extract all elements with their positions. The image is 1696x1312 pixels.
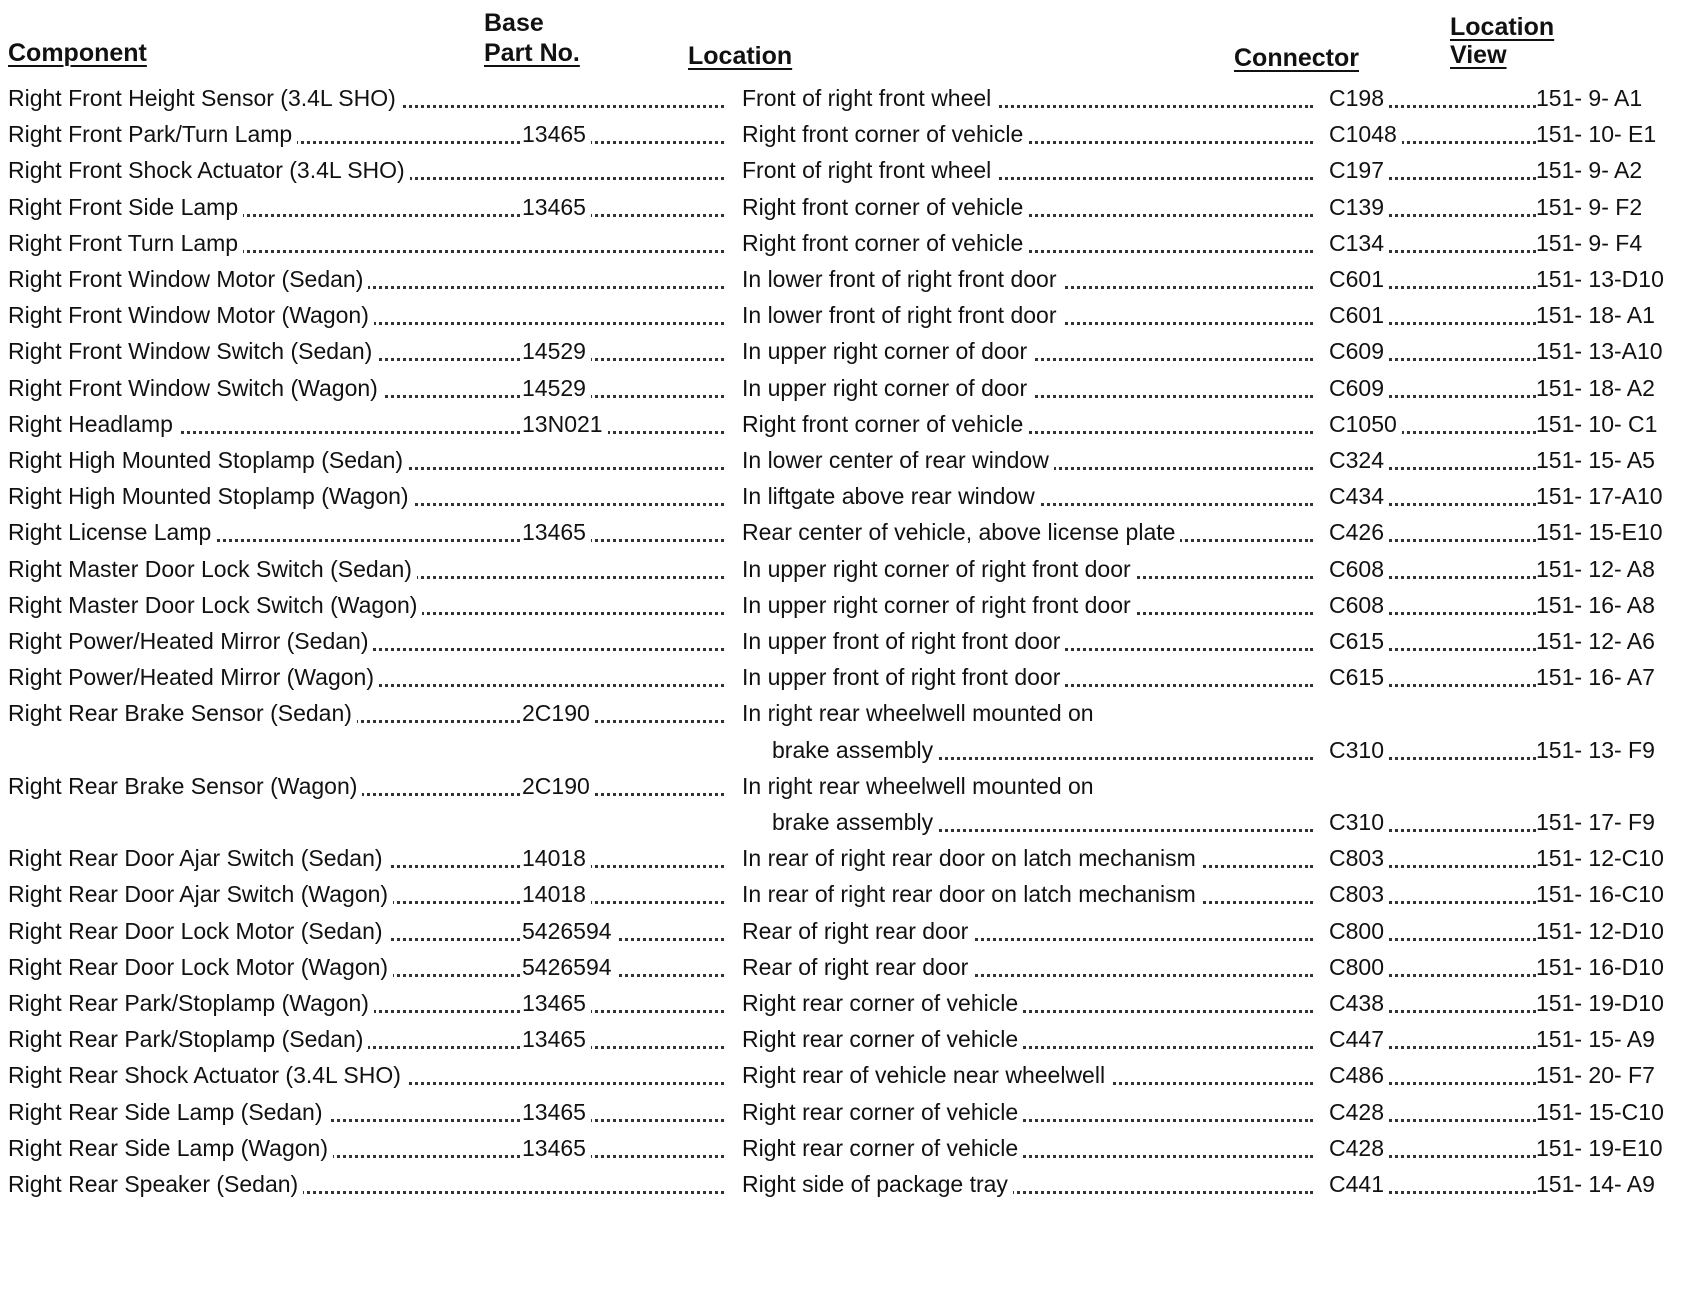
table-row — [0, 949, 1696, 985]
table-row — [0, 189, 1696, 225]
location-view: 151- 18- A1 — [1536, 297, 1686, 333]
location: Right rear of vehicle near wheelwell — [742, 1057, 1319, 1093]
location-view: 151- 12-D10 — [1536, 913, 1686, 949]
location-view: 151- 13-A10 — [1536, 333, 1686, 369]
table-row — [0, 514, 1696, 550]
location: Right rear corner of vehicle — [742, 1021, 1319, 1057]
component-name: Right Rear Park/Stoplamp (Sedan) — [8, 1021, 730, 1057]
table-row — [0, 370, 1696, 406]
location-view: 151- 15- A5 — [1536, 442, 1686, 478]
location: In upper right corner of right front door — [742, 587, 1319, 623]
location: Front of right front wheel — [742, 80, 1319, 116]
connector: C197 — [1329, 152, 1542, 188]
table-row — [0, 913, 1696, 949]
location: Right front corner of vehicle — [742, 189, 1319, 225]
location-view: 151- 9- A2 — [1536, 152, 1686, 188]
part-number: 14018 — [522, 876, 730, 912]
table-row — [0, 152, 1696, 188]
location-view: 151- 13-D10 — [1536, 261, 1686, 297]
part-number: 5426594 — [522, 913, 730, 949]
table-row-continuation — [0, 804, 1696, 840]
connector: C609 — [1329, 370, 1542, 406]
header-location-view-2: View — [1450, 41, 1507, 69]
table-row — [0, 442, 1696, 478]
component-name: Right High Mounted Stoplamp (Sedan) — [8, 442, 730, 478]
component-name: Right Front Turn Lamp — [8, 225, 730, 261]
table-row-continuation — [0, 732, 1696, 768]
connector: C426 — [1329, 514, 1542, 550]
part-number: 13465 — [522, 985, 730, 1021]
location: Right front corner of vehicle — [742, 406, 1319, 442]
connector: C324 — [1329, 442, 1542, 478]
location: Front of right front wheel — [742, 152, 1319, 188]
table-row — [0, 1021, 1696, 1057]
table-row — [0, 225, 1696, 261]
component-name: Right Rear Door Lock Motor (Wagon) — [8, 949, 730, 985]
location: In upper right corner of door — [742, 333, 1319, 369]
component-name: Right Rear Park/Stoplamp (Wagon) — [8, 985, 730, 1021]
table-row — [0, 623, 1696, 659]
part-number: 13465 — [522, 1094, 730, 1130]
location: Right rear corner of vehicle — [742, 1094, 1319, 1130]
location-view: 151- 14- A9 — [1536, 1166, 1686, 1202]
location-view: 151- 9- A1 — [1536, 80, 1686, 116]
part-number: 13465 — [522, 1130, 730, 1166]
table-row — [0, 261, 1696, 297]
part-number: 14018 — [522, 840, 730, 876]
connector: C800 — [1329, 949, 1542, 985]
table-row — [0, 1130, 1696, 1166]
part-number: 13465 — [522, 116, 730, 152]
table-row — [0, 297, 1696, 333]
location: In lower center of rear window — [742, 442, 1319, 478]
location-view: 151- 16-D10 — [1536, 949, 1686, 985]
location-view: 151- 17-A10 — [1536, 478, 1686, 514]
connector: C803 — [1329, 876, 1542, 912]
table-row — [0, 876, 1696, 912]
part-number: 14529 — [522, 333, 730, 369]
header-connector: Connector — [1234, 44, 1359, 72]
component-name: Right Front Shock Actuator (3.4L SHO) — [8, 152, 730, 188]
location: In lower front of right front door — [742, 261, 1319, 297]
table-row — [0, 406, 1696, 442]
component-name: Right Front Window Motor (Sedan) — [8, 261, 730, 297]
location-view: 151- 16-C10 — [1536, 876, 1686, 912]
component-name: Right Rear Door Lock Motor (Sedan) — [8, 913, 730, 949]
table-row — [0, 985, 1696, 1021]
connector: C310 — [1329, 732, 1542, 768]
location-view: 151- 20- F7 — [1536, 1057, 1686, 1093]
location: In liftgate above rear window — [742, 478, 1319, 514]
component-name: Right Rear Side Lamp (Sedan) — [8, 1094, 730, 1130]
part-number: 13N021 — [522, 406, 730, 442]
location-view: 151- 15- A9 — [1536, 1021, 1686, 1057]
header-base: Base — [484, 9, 544, 37]
component-name: Right High Mounted Stoplamp (Wagon) — [8, 478, 730, 514]
location-view: 151- 10- E1 — [1536, 116, 1686, 152]
connector: C428 — [1329, 1094, 1542, 1130]
location-view: 151- 16- A8 — [1536, 587, 1686, 623]
component-name: Right Rear Speaker (Sedan) — [8, 1166, 730, 1202]
location-view: 151- 13- F9 — [1536, 732, 1686, 768]
part-number: 2C190 — [522, 768, 730, 804]
component-name: Right Power/Heated Mirror (Sedan) — [8, 623, 730, 659]
location-continued: brake assembly — [772, 732, 1319, 768]
location-view: 151- 19-E10 — [1536, 1130, 1686, 1166]
component-name: Right Headlamp — [8, 406, 730, 442]
location-view: 151- 19-D10 — [1536, 985, 1686, 1021]
connector: C310 — [1329, 804, 1542, 840]
component-name: Right Front Height Sensor (3.4L SHO) — [8, 80, 730, 116]
component-name: Right Rear Brake Sensor (Wagon) — [8, 768, 730, 804]
connector: C803 — [1329, 840, 1542, 876]
location: In lower front of right front door — [742, 297, 1319, 333]
location: Rear center of vehicle, above license plate — [742, 514, 1319, 550]
location-continued: brake assembly — [772, 804, 1319, 840]
table-row — [0, 1057, 1696, 1093]
component-name: Right Power/Heated Mirror (Wagon) — [8, 659, 730, 695]
connector: C601 — [1329, 261, 1542, 297]
location-view: 151- 18- A2 — [1536, 370, 1686, 406]
table-row — [0, 551, 1696, 587]
location: In right rear wheelwell mounted on — [742, 768, 1319, 804]
header-location-view-1: Location — [1450, 13, 1555, 41]
location: In rear of right rear door on latch mechanism — [742, 876, 1319, 912]
table-row — [0, 478, 1696, 514]
location: Right rear corner of vehicle — [742, 985, 1319, 1021]
component-name: Right Rear Door Ajar Switch (Sedan) — [8, 840, 730, 876]
connector: C134 — [1329, 225, 1542, 261]
table-row — [0, 840, 1696, 876]
connector: C615 — [1329, 623, 1542, 659]
location-view: 151- 17- F9 — [1536, 804, 1686, 840]
connector: C608 — [1329, 587, 1542, 623]
location-view: 151- 15-E10 — [1536, 514, 1686, 550]
connector: C609 — [1329, 333, 1542, 369]
part-number: 13465 — [522, 189, 730, 225]
header-component: Component — [8, 39, 147, 67]
part-number: 14529 — [522, 370, 730, 406]
location: In upper front of right front door — [742, 659, 1319, 695]
table-row — [0, 587, 1696, 623]
connector: C438 — [1329, 985, 1542, 1021]
connector: C139 — [1329, 189, 1542, 225]
location-view: 151- 12-C10 — [1536, 840, 1686, 876]
part-number: 13465 — [522, 514, 730, 550]
location: Rear of right rear door — [742, 913, 1319, 949]
connector: C1050 — [1329, 406, 1542, 442]
connector: C615 — [1329, 659, 1542, 695]
connector: C434 — [1329, 478, 1542, 514]
component-name: Right Front Window Switch (Wagon) — [8, 370, 730, 406]
connector: C198 — [1329, 80, 1542, 116]
connector: C486 — [1329, 1057, 1542, 1093]
connector: C608 — [1329, 551, 1542, 587]
location: In right rear wheelwell mounted on — [742, 695, 1319, 731]
location: In upper right corner of door — [742, 370, 1319, 406]
component-name: Right Rear Brake Sensor (Sedan) — [8, 695, 730, 731]
table-row — [0, 1094, 1696, 1130]
component-name: Right Front Window Switch (Sedan) — [8, 333, 730, 369]
location: Right side of package tray — [742, 1166, 1319, 1202]
component-name: Right Master Door Lock Switch (Wagon) — [8, 587, 730, 623]
location-view: 151- 16- A7 — [1536, 659, 1686, 695]
component-name: Right Front Side Lamp — [8, 189, 730, 225]
connector: C601 — [1329, 297, 1542, 333]
location-view: 151- 9- F4 — [1536, 225, 1686, 261]
table-row — [0, 659, 1696, 695]
table-row — [0, 1166, 1696, 1202]
location: Rear of right rear door — [742, 949, 1319, 985]
location: In rear of right rear door on latch mechanism — [742, 840, 1319, 876]
location-view: 151- 9- F2 — [1536, 189, 1686, 225]
table-row — [0, 80, 1696, 116]
location: Right front corner of vehicle — [742, 116, 1319, 152]
component-name: Right Front Window Motor (Wagon) — [8, 297, 730, 333]
location-view: 151- 10- C1 — [1536, 406, 1686, 442]
location: In upper front of right front door — [742, 623, 1319, 659]
table-row — [0, 695, 1696, 731]
header-part-no: Part No. — [484, 39, 580, 67]
component-name: Right Rear Side Lamp (Wagon) — [8, 1130, 730, 1166]
location: Right rear corner of vehicle — [742, 1130, 1319, 1166]
part-number: 13465 — [522, 1021, 730, 1057]
component-name: Right Master Door Lock Switch (Sedan) — [8, 551, 730, 587]
component-name: Right Rear Door Ajar Switch (Wagon) — [8, 876, 730, 912]
connector: C447 — [1329, 1021, 1542, 1057]
part-number: 2C190 — [522, 695, 730, 731]
connector: C800 — [1329, 913, 1542, 949]
location: In upper right corner of right front door — [742, 551, 1319, 587]
connector: C1048 — [1329, 116, 1542, 152]
component-name: Right Rear Shock Actuator (3.4L SHO) — [8, 1057, 730, 1093]
component-name: Right Front Park/Turn Lamp — [8, 116, 730, 152]
table-row — [0, 768, 1696, 804]
connector: C441 — [1329, 1166, 1542, 1202]
table-row — [0, 116, 1696, 152]
location-view: 151- 12- A8 — [1536, 551, 1686, 587]
location-view: 151- 15-C10 — [1536, 1094, 1686, 1130]
part-number: 5426594 — [522, 949, 730, 985]
connector: C428 — [1329, 1130, 1542, 1166]
component-name: Right License Lamp — [8, 514, 730, 550]
location-view: 151- 12- A6 — [1536, 623, 1686, 659]
header-location: Location — [688, 42, 793, 70]
location: Right front corner of vehicle — [742, 225, 1319, 261]
table-row — [0, 333, 1696, 369]
